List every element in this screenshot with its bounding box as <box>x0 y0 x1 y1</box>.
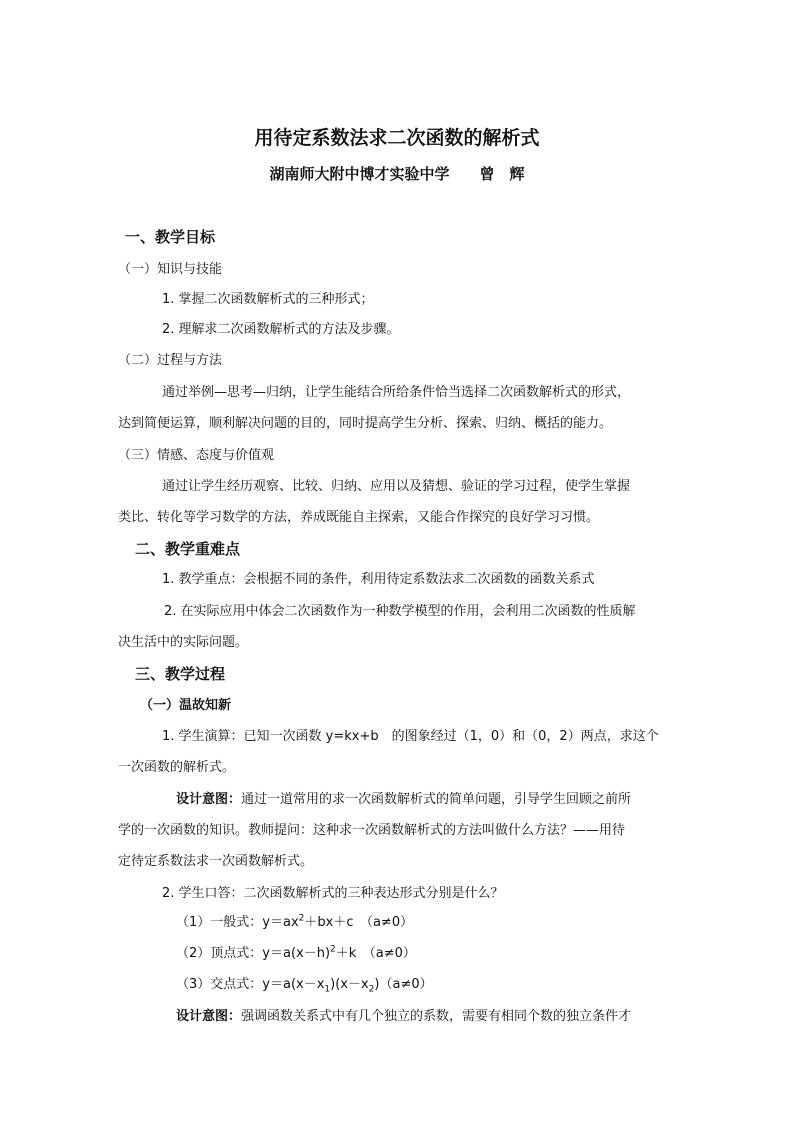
formula-intercept: （3）交点式：$y=a(x-x_1)(x-x_2)(a\ne 0)$ <box>176 977 433 995</box>
subheading-review: （一）温故知新 <box>140 698 232 713</box>
list-item: 2. 在实际应用中体会二次函数作为一种数学模型的作用，会利用二次函数的性质解 <box>164 604 636 619</box>
list-item: 2. 理解求二次函数解析式的方法及步骤。 <box>162 322 400 337</box>
section-heading-objectives: 一、教学目标 <box>125 228 216 246</box>
question-line: 一次函数的解析式。 <box>118 760 236 775</box>
paragraph-line: 类比、转化等学习数学的方法，养成既能自主探索，又能合作探究的良好学习习惯。 <box>118 510 600 525</box>
section-heading-key-points: 二、教学重难点 <box>135 540 241 558</box>
section-heading-process: 三、教学过程 <box>135 665 226 683</box>
paragraph-line: 决生活中的实际问题。 <box>118 635 249 650</box>
formula-vertex: （2）顶点式：$y=a(x-h)^2+k$ （a≠0） <box>176 944 416 961</box>
list-item: 1. 掌握二次函数解析式的三种形式； <box>162 292 374 307</box>
document-title: 用待定系数法求二次函数的解析式 <box>254 127 540 149</box>
paragraph-line: 学的一次函数的知识。教师提问：这种求一次函数解析式的方法叫做什么方法？——用待 <box>118 823 626 838</box>
subheading-knowledge-skills: （一）知识与技能 <box>118 262 223 277</box>
design-intent-label: 设计意图： <box>176 1009 242 1024</box>
question-line: 2. 学生口答：二次函数解析式的三种表达形式分别是什么？ <box>162 886 504 901</box>
paragraph-line: 达到简便运算，顺利解决问题的目的，同时提高学生分析、探索、归纳、概括的能力。 <box>118 416 613 431</box>
paragraph-line: 通过让学生经历观察、比较、归纳、应用以及猜想、验证的学习过程，使学生掌握 <box>162 479 631 494</box>
design-intent-line: 设计意图：通过一道常用的求一次函数解析式的简单问题，引导学生回顾之前所 <box>176 792 632 807</box>
paragraph-line: 定待定系数法求一次函数解析式。 <box>118 854 314 869</box>
design-intent-line: 设计意图：强调函数关系式中有几个独立的系数，需要有相同个数的独立条件才 <box>176 1009 632 1024</box>
subheading-emotion-values: （三）情感、态度与价值观 <box>118 448 275 463</box>
question-line: 1. 学生演算：已知一次函数 y=kx+b 的图象经过（1，0）和（0，2）两点，求这个 <box>162 729 659 744</box>
document-subtitle: 湖南师大附中博才实验中学 曾 辉 <box>269 165 525 183</box>
subheading-process-method: （二）过程与方法 <box>118 353 223 368</box>
design-intent-label: 设计意图： <box>176 792 242 807</box>
list-item: 1. 教学重点：会根据不同的条件，利用待定系数法求二次函数的函数关系式 <box>162 572 595 587</box>
paragraph-line: 通过举例—思考—归纳，让学生能结合所给条件恰当选择二次函数解析式的形式， <box>162 385 631 400</box>
formula-general: （1）一般式：$y=ax^2+bx+c$ （a≠0） <box>176 913 414 930</box>
